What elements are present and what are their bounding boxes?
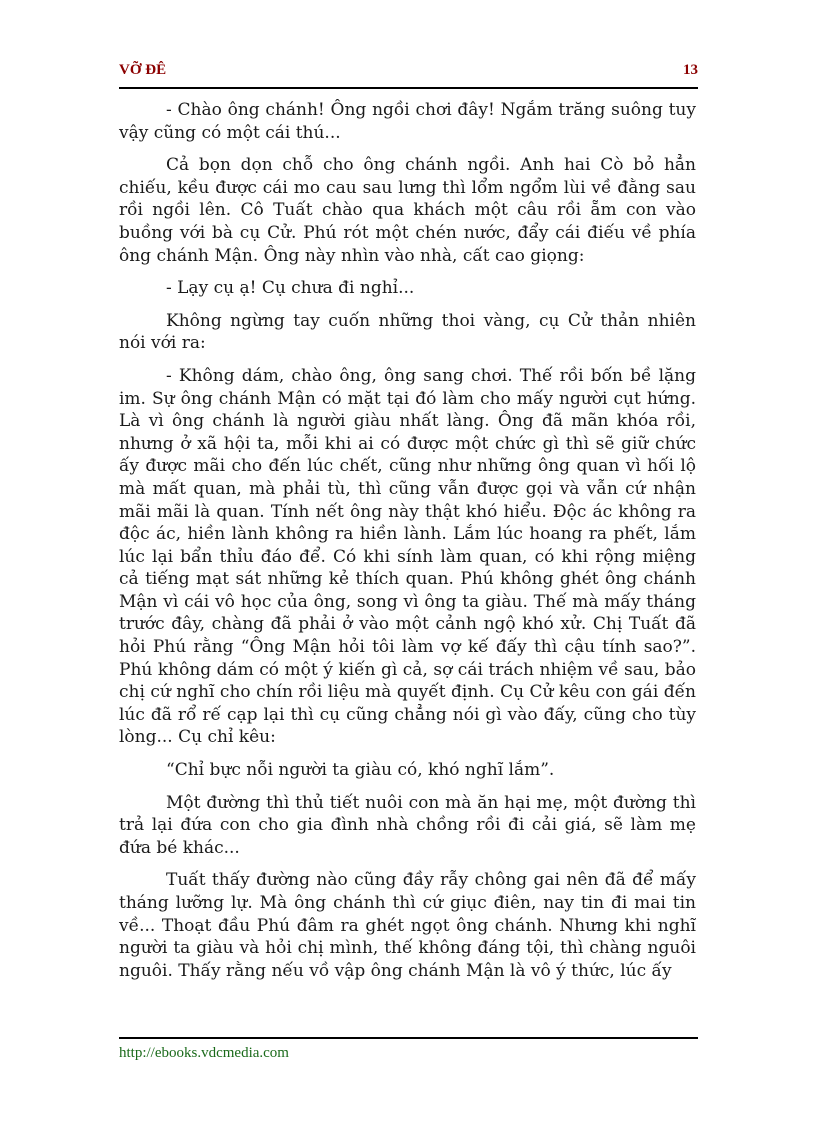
paragraph: Tuất thấy đường nào cũng đầy rẫy chông gai nên đã để mấy tháng lưỡng lự. Mà ông chánh thì cứ giục điên, nay tin đi mai tin về... Thoạt đầu Phú đâm ra ghét ngọt ông chánh. Nhưng khi nghĩ người ta giàu và hỏi chị mình, thế không đáng tội, thì chàng nguôi nguôi. Thấy rằng nếu vồ vập ông chánh Mận là vô ý thức, lúc ấy <box>119 870 696 981</box>
book-title: VỠ ĐÊ <box>119 62 167 78</box>
footer-divider <box>119 1037 698 1039</box>
paragraph: Một đường thì thủ tiết nuôi con mà ăn hại mẹ, một đường thì trả lại đứa con cho gia đình nhà chồng rồi đi cải giá, sẽ làm mẹ đứa bé khác... <box>119 792 696 858</box>
paragraph: - Không dám, chào ông, ông sang chơi. Thế rồi bốn bề lặng im. Sự ông chánh Mận có mặt tại đó làm cho mấy người cụt hứng. Là vì ông chánh là người giàu nhất làng. Ông đã mãn khóa rồi, nhưng ở xã hội ta, mỗi khi ai có được một chức gì thì sẽ giữ chức ấy được mãi cho đến lúc chết, cũng như những ông quan vì hối lộ mà mất quan, mà phải tù, thì cũng vẫn được gọi và vẫn cứ nhận mãi mãi là quan. Tính nết ông này thật khó hiểu. Độc ác không ra độc ác, hiền lành không ra hiền lành. Lắm lúc hoang ra phết, lắm lúc lại bẩn thỉu đáo để. Có khi sính làm quan, có khi rộng miệng cả tiếng mạt sát những kẻ thích quan. Phú không ghét ông chánh Mận vì cái vô học của ông, song vì ông ta giàu. Thế mà mấy tháng trước đây, chàng đã phải ở vào một cảnh ngộ khó xử. Chị Tuất đã hỏi Phú rằng “Ông Mận hỏi tôi làm vợ kế đấy thì cậu tính sao?”. Phú không dám có một ý kiến gì cả, sợ cái trách nhiệm về sau, bảo chị cứ nghĩ cho chín rồi liệu mà quyết định. Cụ Cử kêu con gái đến lúc đã rổ rế cạp lại thì cụ cũng chẳng nói gì vào đấy, cũng cho tùy lòng... Cụ chỉ kêu: <box>119 365 696 748</box>
paragraph: Không ngừng tay cuốn những thoi vàng, cụ Cử thản nhiên nói với ra: <box>119 310 696 354</box>
page-number: 13 <box>683 62 698 78</box>
header-divider <box>119 87 698 89</box>
paragraph: “Chỉ bực nỗi người ta giàu có, khó nghĩ lắm”. <box>166 760 555 781</box>
paragraph: - Chào ông chánh! Ông ngồi chơi đây! Ngắm trăng suông tuy vậy cũng có một cái thú... <box>119 100 696 143</box>
page-header <box>119 62 698 84</box>
paragraph: - Lạy cụ ạ! Cụ chưa đi nghỉ... <box>166 278 415 299</box>
source-url-link[interactable]: http://ebooks.vdcmedia.com <box>119 1045 289 1061</box>
paragraph: Cả bọn dọn chỗ cho ông chánh ngồi. Anh hai Cò bỏ hẳn chiếu, kều được cái mo cau sau lưng thì lổm ngổm lùi về đằng sau rồi ngồi lên. Cô Tuất chào qua khách một câu rồi ẵm con vào buồng với bà cụ Cử. Phú rót một chén nước, đẩy cái điếu về phía ông chánh Mận. Ông này nhìn vào nhà, cất cao giọng: <box>119 155 696 266</box>
page-body <box>119 99 696 992</box>
